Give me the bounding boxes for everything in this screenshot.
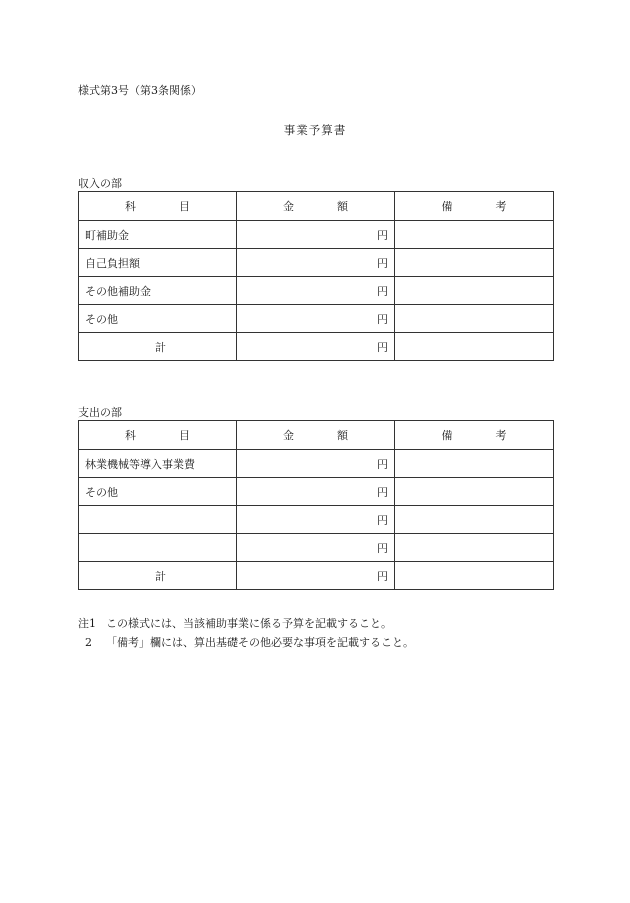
- header-item: 科 目: [79, 192, 237, 221]
- note-number: 注1: [78, 617, 96, 630]
- form-number: 様式第3号（第3条関係）: [78, 84, 202, 97]
- yen-unit: 円: [377, 569, 388, 583]
- yen-unit: 円: [377, 457, 388, 471]
- row-item: 町補助金: [79, 221, 237, 249]
- notes: [78, 614, 414, 652]
- note-item: [78, 614, 414, 633]
- yen-unit: 円: [377, 513, 388, 527]
- table-row: [79, 506, 554, 534]
- income-table: [78, 191, 554, 361]
- row-amount-field[interactable]: [237, 478, 395, 506]
- page-title: 事業予算書: [283, 123, 347, 137]
- row-item: 自己負担額: [79, 249, 237, 277]
- yen-unit: 円: [377, 284, 388, 298]
- row-item-field[interactable]: [79, 506, 237, 534]
- income-section-label: 収入の部: [78, 177, 122, 190]
- total-row: [79, 562, 554, 590]
- row-remarks-field[interactable]: [395, 249, 554, 277]
- note-number: 2: [85, 636, 92, 649]
- row-item-field[interactable]: [79, 534, 237, 562]
- total-remarks-field[interactable]: [395, 333, 554, 361]
- total-row: [79, 333, 554, 361]
- header-amount: 金 額: [237, 192, 395, 221]
- row-amount-field[interactable]: [237, 277, 395, 305]
- row-remarks-field[interactable]: [395, 478, 554, 506]
- table-row: [79, 221, 554, 249]
- yen-unit: 円: [377, 541, 388, 555]
- row-remarks-field[interactable]: [395, 450, 554, 478]
- table-row: [79, 305, 554, 333]
- row-item: その他補助金: [79, 277, 237, 305]
- row-amount-field[interactable]: [237, 534, 395, 562]
- yen-unit: 円: [377, 256, 388, 270]
- yen-unit: 円: [377, 312, 388, 326]
- table-header-row: [79, 192, 554, 221]
- row-amount-field[interactable]: [237, 305, 395, 333]
- total-remarks-field[interactable]: [395, 562, 554, 590]
- table-row: [79, 249, 554, 277]
- table-row: [79, 450, 554, 478]
- note-item: [78, 633, 414, 652]
- table-row: [79, 534, 554, 562]
- total-label: 計: [79, 333, 237, 361]
- row-remarks-field[interactable]: [395, 277, 554, 305]
- table-row: [79, 478, 554, 506]
- header-item: 科 目: [79, 421, 237, 450]
- table-header-row: [79, 421, 554, 450]
- row-amount-field[interactable]: [237, 450, 395, 478]
- total-amount-field[interactable]: [237, 562, 395, 590]
- table-row: [79, 277, 554, 305]
- row-item: 林業機械等導入事業費: [79, 450, 237, 478]
- row-remarks-field[interactable]: [395, 506, 554, 534]
- header-amount: 金 額: [237, 421, 395, 450]
- row-remarks-field[interactable]: [395, 534, 554, 562]
- header-remarks: 備 考: [395, 192, 554, 221]
- yen-unit: 円: [377, 340, 388, 354]
- row-item: その他: [79, 478, 237, 506]
- expense-table: [78, 420, 554, 590]
- row-amount-field[interactable]: [237, 249, 395, 277]
- yen-unit: 円: [377, 228, 388, 242]
- row-amount-field[interactable]: [237, 506, 395, 534]
- header-remarks: 備 考: [395, 421, 554, 450]
- row-remarks-field[interactable]: [395, 221, 554, 249]
- expense-section-label: 支出の部: [78, 406, 122, 419]
- row-amount-field[interactable]: [237, 221, 395, 249]
- row-item: その他: [79, 305, 237, 333]
- total-amount-field[interactable]: [237, 333, 395, 361]
- yen-unit: 円: [377, 485, 388, 499]
- note-text: この様式には、当該補助事業に係る予算を記載すること。: [106, 617, 392, 630]
- total-label: 計: [79, 562, 237, 590]
- row-remarks-field[interactable]: [395, 305, 554, 333]
- note-text: 「備考」欄には、算出基礎その他必要な事項を記載すること。: [106, 636, 414, 649]
